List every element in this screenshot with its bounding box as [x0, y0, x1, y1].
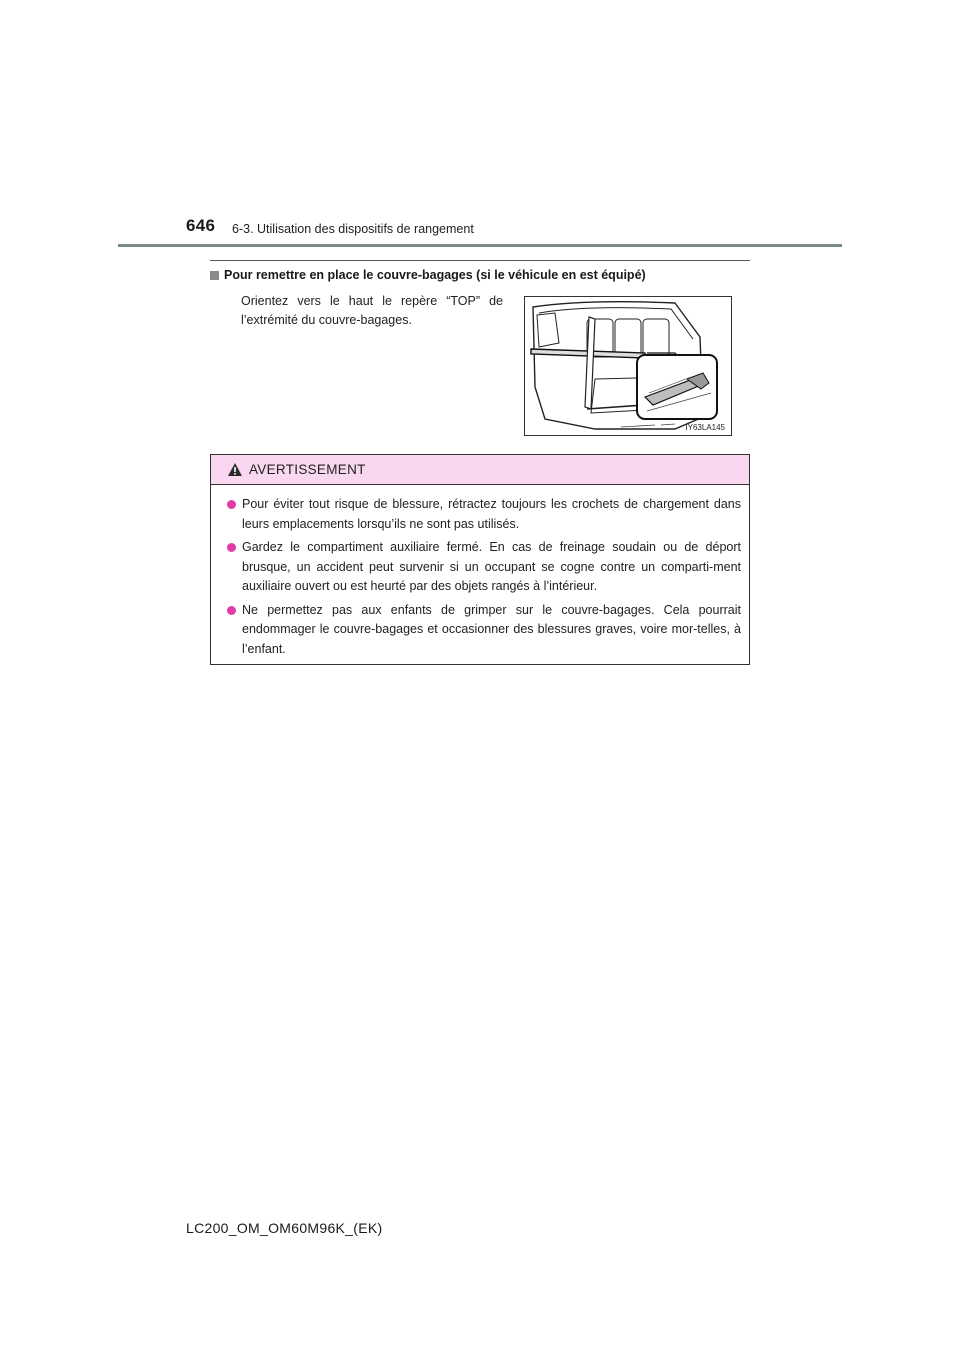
warning-item-text: Gardez le compartiment auxiliaire fermé. En cas de freinage soudain ou de déport brusque, un accident peut survenir si un occupant se cogne contre un comparti-ment auxiliaire ouvert ou est heurté par des objets rangés à l’intérieur. — [242, 540, 741, 593]
warning-header — [211, 455, 749, 485]
bullet-dot-icon — [227, 606, 236, 615]
warning-item — [227, 601, 741, 660]
section-heading-text: Pour remettre en place le couvre-bagages (si le véhicule en est équipé) — [224, 268, 646, 282]
warning-triangle-icon — [227, 462, 243, 477]
warning-item-text: Ne permettez pas aux enfants de grimper sur le couvre-bagages. Cela pourrait endommager le couvre-bagages et occasionner des blessures graves, voire mor-telles, à l’enfant. — [242, 602, 741, 656]
luggage-compartment-drawing — [525, 297, 731, 435]
figure-code: IY63LA145 — [685, 423, 725, 432]
section-title: 6-3. Utilisation des dispositifs de rangement — [232, 222, 474, 236]
page-number: 646 — [186, 216, 216, 235]
bullet-dot-icon — [227, 543, 236, 552]
warning-title: AVERTISSEMENT — [249, 462, 366, 477]
warning-box — [210, 454, 750, 665]
warning-item — [227, 538, 741, 597]
luggage-cover-illustration — [524, 296, 732, 436]
bullet-dot-icon — [227, 500, 236, 509]
square-bullet-icon — [210, 271, 219, 280]
section-divider — [210, 260, 750, 261]
header-rule — [118, 244, 842, 247]
warning-item — [227, 495, 741, 534]
footer-doc-code: LC200_OM_OM60M96K_(EK) — [186, 1220, 383, 1236]
warning-list — [211, 485, 749, 659]
section-heading — [210, 268, 646, 282]
warning-item-text: Pour éviter tout risque de blessure, rétractez toujours les crochets de chargement dans leurs emplacements lorsqu’ils ne sont pas utilisés. — [242, 497, 741, 531]
section-body: Orientez vers le haut le repère “TOP” de l’extrémité du couvre-bagages. — [241, 294, 503, 327]
